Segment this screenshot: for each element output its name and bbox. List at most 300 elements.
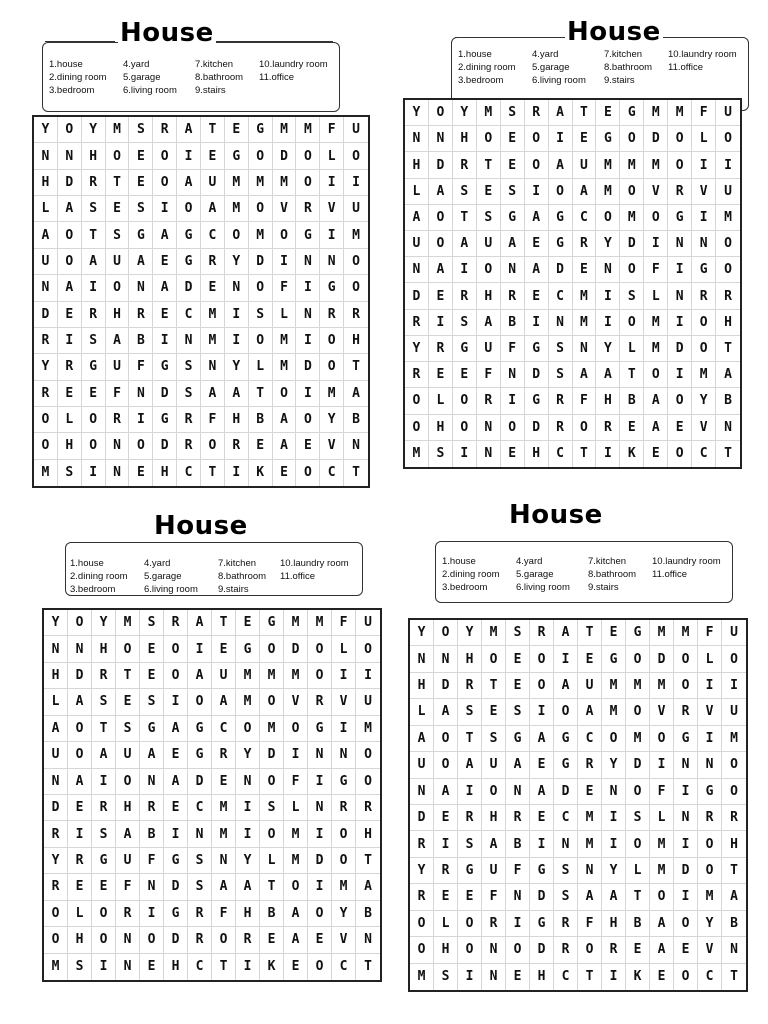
grid-cell[interactable]: H (116, 795, 140, 821)
grid-cell[interactable]: D (410, 805, 434, 831)
grid-cell[interactable]: E (573, 126, 597, 152)
grid-cell[interactable]: S (92, 821, 116, 847)
grid-cell[interactable]: T (477, 152, 501, 178)
grid-cell[interactable]: O (410, 911, 434, 937)
grid-cell[interactable]: D (525, 415, 549, 441)
grid-cell[interactable]: L (320, 143, 344, 169)
grid-cell[interactable]: I (225, 460, 249, 486)
grid-cell[interactable]: S (506, 699, 530, 725)
grid-cell[interactable]: A (58, 196, 82, 222)
grid-cell[interactable]: G (140, 716, 164, 742)
grid-cell[interactable]: Y (602, 858, 626, 884)
grid-cell[interactable]: G (177, 222, 201, 248)
grid-cell[interactable]: U (201, 170, 225, 196)
grid-cell[interactable]: A (506, 752, 530, 778)
grid-cell[interactable]: F (644, 257, 668, 283)
grid-cell[interactable]: C (320, 460, 344, 486)
grid-cell[interactable]: T (620, 362, 644, 388)
grid-cell[interactable]: G (530, 911, 554, 937)
grid-cell[interactable]: E (129, 460, 153, 486)
grid-cell[interactable]: S (129, 117, 153, 143)
grid-cell[interactable]: C (573, 205, 597, 231)
grid-cell[interactable]: G (668, 205, 692, 231)
grid-cell[interactable]: R (212, 742, 236, 768)
grid-cell[interactable]: I (308, 874, 332, 900)
grid-cell[interactable]: R (458, 673, 482, 699)
grid-cell[interactable]: T (352, 465, 360, 481)
grid-cell[interactable]: H (153, 460, 177, 486)
grid-cell[interactable]: O (674, 911, 698, 937)
grid-cell[interactable]: F (506, 858, 530, 884)
grid-cell[interactable]: E (129, 143, 153, 169)
grid-cell[interactable]: A (68, 689, 92, 715)
grid-cell[interactable]: I (82, 275, 106, 301)
grid-cell[interactable]: M (201, 328, 225, 354)
grid-cell[interactable]: H (525, 441, 549, 467)
grid-cell[interactable]: N (58, 143, 82, 169)
grid-cell[interactable]: T (458, 726, 482, 752)
grid-cell[interactable]: N (410, 646, 434, 672)
grid-cell[interactable]: M (602, 673, 626, 699)
grid-cell[interactable]: O (308, 954, 332, 980)
grid-cell[interactable]: G (453, 336, 477, 362)
grid-cell[interactable]: L (434, 911, 458, 937)
grid-cell[interactable]: M (332, 874, 356, 900)
grid-cell[interactable]: U (722, 699, 746, 725)
grid-cell[interactable]: S (82, 196, 106, 222)
grid-cell[interactable]: O (82, 407, 106, 433)
grid-cell[interactable]: U (106, 354, 130, 380)
grid-cell[interactable]: E (68, 795, 92, 821)
grid-cell[interactable]: N (44, 769, 68, 795)
grid-cell[interactable]: F (273, 275, 297, 301)
grid-cell[interactable]: H (82, 143, 106, 169)
grid-cell[interactable]: L (284, 795, 308, 821)
grid-cell[interactable]: A (722, 884, 746, 910)
grid-cell[interactable]: M (249, 170, 273, 196)
grid-cell[interactable]: N (573, 336, 597, 362)
grid-cell[interactable]: A (429, 257, 453, 283)
grid-cell[interactable]: T (573, 441, 597, 467)
grid-cell[interactable]: I (164, 689, 188, 715)
grid-cell[interactable]: R (501, 283, 525, 309)
grid-cell[interactable]: B (344, 407, 368, 433)
grid-cell[interactable]: B (140, 821, 164, 847)
grid-cell[interactable]: Y (596, 231, 620, 257)
grid-cell[interactable]: A (273, 433, 297, 459)
grid-cell[interactable]: B (501, 310, 525, 336)
grid-cell[interactable]: O (458, 911, 482, 937)
grid-cell[interactable]: O (188, 689, 212, 715)
grid-cell[interactable]: G (177, 249, 201, 275)
grid-cell[interactable]: I (668, 362, 692, 388)
grid-cell[interactable]: R (356, 795, 380, 821)
grid-cell[interactable]: N (482, 937, 506, 963)
grid-cell[interactable]: R (153, 117, 177, 143)
grid-cell[interactable]: U (482, 858, 506, 884)
grid-cell[interactable]: I (698, 673, 722, 699)
grid-cell[interactable]: G (674, 726, 698, 752)
grid-cell[interactable]: O (716, 126, 740, 152)
grid-cell[interactable]: R (34, 328, 58, 354)
grid-cell[interactable]: I (308, 769, 332, 795)
grid-cell[interactable]: N (140, 874, 164, 900)
grid-cell[interactable]: A (650, 937, 674, 963)
grid-cell[interactable]: N (356, 927, 380, 953)
grid-cell[interactable]: M (650, 673, 674, 699)
grid-cell[interactable]: A (434, 779, 458, 805)
grid-cell[interactable]: R (308, 689, 332, 715)
grid-cell[interactable]: F (140, 848, 164, 874)
grid-cell[interactable]: M (626, 673, 650, 699)
grid-cell[interactable]: T (626, 884, 650, 910)
grid-cell[interactable]: O (284, 874, 308, 900)
grid-cell[interactable]: D (260, 742, 284, 768)
grid-cell[interactable]: S (620, 283, 644, 309)
grid-cell[interactable]: O (34, 433, 58, 459)
grid-cell[interactable]: L (410, 699, 434, 725)
grid-cell[interactable]: U (116, 742, 140, 768)
grid-cell[interactable]: T (716, 336, 740, 362)
grid-cell[interactable]: F (578, 911, 602, 937)
grid-cell[interactable]: T (482, 673, 506, 699)
grid-cell[interactable]: U (344, 117, 368, 143)
grid-cell[interactable]: O (650, 884, 674, 910)
grid-cell[interactable]: O (716, 231, 740, 257)
grid-cell[interactable]: E (116, 689, 140, 715)
grid-cell[interactable]: A (525, 205, 549, 231)
grid-cell[interactable]: E (236, 610, 260, 636)
grid-cell[interactable]: F (106, 381, 130, 407)
grid-cell[interactable]: N (296, 249, 320, 275)
grid-cell[interactable]: I (153, 196, 177, 222)
grid-cell[interactable]: M (692, 362, 716, 388)
grid-cell[interactable]: H (164, 954, 188, 980)
grid-cell[interactable]: H (458, 646, 482, 672)
grid-cell[interactable]: N (578, 858, 602, 884)
grid-cell[interactable]: R (596, 415, 620, 441)
grid-cell[interactable]: T (201, 460, 225, 486)
grid-cell[interactable]: U (116, 848, 140, 874)
grid-cell[interactable]: R (92, 795, 116, 821)
grid-cell[interactable]: N (405, 257, 429, 283)
grid-cell[interactable]: O (405, 415, 429, 441)
grid-cell[interactable]: O (44, 901, 68, 927)
grid-cell[interactable]: O (453, 415, 477, 441)
grid-cell[interactable]: O (602, 726, 626, 752)
grid-cell[interactable]: U (212, 663, 236, 689)
grid-cell[interactable]: O (320, 354, 344, 380)
grid-cell[interactable]: G (458, 858, 482, 884)
grid-cell[interactable]: E (674, 937, 698, 963)
grid-cell[interactable]: A (429, 179, 453, 205)
grid-cell[interactable]: I (153, 328, 177, 354)
grid-cell[interactable]: D (674, 858, 698, 884)
grid-cell[interactable]: S (188, 848, 212, 874)
grid-cell[interactable]: N (674, 752, 698, 778)
grid-cell[interactable]: O (482, 646, 506, 672)
grid-cell[interactable]: O (620, 179, 644, 205)
grid-cell[interactable]: T (722, 858, 746, 884)
grid-cell[interactable]: O (296, 143, 320, 169)
grid-cell[interactable]: A (405, 205, 429, 231)
grid-cell[interactable]: S (453, 179, 477, 205)
grid-cell[interactable]: V (650, 699, 674, 725)
grid-cell[interactable]: A (164, 716, 188, 742)
grid-cell[interactable]: H (716, 310, 740, 336)
grid-cell[interactable]: S (429, 441, 453, 467)
grid-cell[interactable]: M (722, 726, 746, 752)
grid-cell[interactable]: I (68, 821, 92, 847)
grid-cell[interactable]: S (82, 328, 106, 354)
grid-cell[interactable]: R (549, 388, 573, 414)
grid-cell[interactable]: L (698, 646, 722, 672)
grid-cell[interactable]: S (549, 336, 573, 362)
grid-cell[interactable]: I (82, 460, 106, 486)
grid-cell[interactable]: C (212, 716, 236, 742)
grid-cell[interactable]: O (296, 460, 320, 486)
grid-cell[interactable]: O (626, 699, 650, 725)
grid-cell[interactable]: B (722, 911, 746, 937)
grid-cell[interactable]: O (626, 831, 650, 857)
grid-cell[interactable]: N (106, 460, 130, 486)
grid-cell[interactable]: O (249, 196, 273, 222)
grid-cell[interactable]: V (692, 415, 716, 441)
grid-cell[interactable]: I (458, 964, 482, 990)
grid-cell[interactable]: I (453, 441, 477, 467)
grid-cell[interactable]: E (164, 742, 188, 768)
grid-cell[interactable]: T (356, 848, 380, 874)
grid-cell[interactable]: A (106, 328, 130, 354)
grid-cell[interactable]: S (453, 310, 477, 336)
grid-cell[interactable]: O (626, 646, 650, 672)
grid-cell[interactable]: S (68, 954, 92, 980)
grid-cell[interactable]: R (722, 805, 746, 831)
grid-cell[interactable]: C (698, 964, 722, 990)
grid-cell[interactable]: D (525, 362, 549, 388)
grid-cell[interactable]: E (453, 362, 477, 388)
grid-cell[interactable]: H (58, 433, 82, 459)
grid-cell[interactable]: S (554, 858, 578, 884)
grid-cell[interactable]: M (644, 152, 668, 178)
grid-cell[interactable]: H (92, 636, 116, 662)
grid-cell[interactable]: O (578, 937, 602, 963)
grid-cell[interactable]: I (602, 964, 626, 990)
grid-cell[interactable]: E (153, 302, 177, 328)
grid-cell[interactable]: B (626, 911, 650, 937)
grid-cell[interactable]: R (506, 805, 530, 831)
grid-cell[interactable]: O (620, 310, 644, 336)
grid-cell[interactable]: Y (405, 100, 429, 126)
grid-cell[interactable]: V (692, 179, 716, 205)
grid-cell[interactable]: A (716, 362, 740, 388)
grid-cell[interactable]: M (212, 821, 236, 847)
grid-cell[interactable]: D (284, 636, 308, 662)
grid-cell[interactable]: N (129, 381, 153, 407)
grid-cell[interactable]: G (620, 100, 644, 126)
grid-cell[interactable]: I (692, 152, 716, 178)
grid-cell[interactable]: L (34, 196, 58, 222)
grid-cell[interactable]: N (201, 354, 225, 380)
grid-cell[interactable]: O (356, 742, 380, 768)
grid-cell[interactable]: A (482, 831, 506, 857)
grid-cell[interactable]: N (692, 231, 716, 257)
grid-cell[interactable]: R (668, 179, 692, 205)
grid-cell[interactable]: H (596, 388, 620, 414)
grid-cell[interactable]: Y (44, 848, 68, 874)
grid-cell[interactable]: A (573, 362, 597, 388)
grid-cell[interactable]: O (273, 381, 297, 407)
grid-cell[interactable]: A (82, 249, 106, 275)
grid-cell[interactable]: D (549, 257, 573, 283)
grid-cell[interactable]: A (477, 310, 501, 336)
grid-cell[interactable]: M (344, 222, 368, 248)
grid-cell[interactable]: R (296, 196, 320, 222)
grid-cell[interactable]: M (116, 610, 140, 636)
grid-cell[interactable]: M (644, 336, 668, 362)
grid-cell[interactable]: K (620, 441, 644, 467)
grid-cell[interactable]: O (458, 937, 482, 963)
grid-cell[interactable]: G (296, 222, 320, 248)
grid-cell[interactable]: A (68, 769, 92, 795)
grid-cell[interactable]: U (722, 620, 746, 646)
grid-cell[interactable]: I (296, 275, 320, 301)
grid-cell[interactable]: H (434, 937, 458, 963)
grid-cell[interactable]: O (668, 126, 692, 152)
grid-cell[interactable]: E (201, 143, 225, 169)
grid-cell[interactable]: O (482, 779, 506, 805)
grid-cell[interactable]: O (344, 249, 368, 275)
grid-cell[interactable]: Y (34, 117, 58, 143)
grid-cell[interactable]: I (525, 179, 549, 205)
grid-cell[interactable]: R (453, 152, 477, 178)
grid-cell[interactable]: M (44, 954, 68, 980)
grid-cell[interactable]: E (106, 196, 130, 222)
grid-cell[interactable]: Y (225, 249, 249, 275)
grid-cell[interactable]: U (44, 742, 68, 768)
grid-cell[interactable]: S (554, 884, 578, 910)
grid-cell[interactable]: O (92, 927, 116, 953)
grid-cell[interactable]: E (92, 874, 116, 900)
grid-cell[interactable]: O (429, 231, 453, 257)
grid-cell[interactable]: O (58, 222, 82, 248)
grid-cell[interactable]: G (692, 257, 716, 283)
grid-cell[interactable]: L (692, 126, 716, 152)
grid-cell[interactable]: G (236, 636, 260, 662)
grid-cell[interactable]: R (320, 302, 344, 328)
grid-cell[interactable]: E (153, 249, 177, 275)
grid-cell[interactable]: M (716, 205, 740, 231)
grid-cell[interactable]: A (410, 726, 434, 752)
grid-cell[interactable]: L (332, 636, 356, 662)
grid-cell[interactable]: O (674, 964, 698, 990)
grid-cell[interactable]: O (308, 636, 332, 662)
grid-cell[interactable]: E (212, 636, 236, 662)
grid-cell[interactable]: E (530, 752, 554, 778)
grid-cell[interactable]: D (164, 927, 188, 953)
grid-cell[interactable]: T (578, 620, 602, 646)
grid-cell[interactable]: M (650, 831, 674, 857)
grid-cell[interactable]: I (320, 222, 344, 248)
grid-cell[interactable]: H (410, 673, 434, 699)
grid-cell[interactable]: F (129, 354, 153, 380)
grid-cell[interactable]: Y (453, 100, 477, 126)
grid-cell[interactable]: B (129, 328, 153, 354)
grid-cell[interactable]: O (68, 610, 92, 636)
grid-cell[interactable]: R (453, 283, 477, 309)
grid-cell[interactable]: D (153, 381, 177, 407)
grid-cell[interactable]: T (249, 381, 273, 407)
grid-cell[interactable]: N (698, 752, 722, 778)
grid-cell[interactable]: A (573, 179, 597, 205)
grid-cell[interactable]: U (716, 100, 740, 126)
grid-cell[interactable]: D (530, 937, 554, 963)
grid-cell[interactable]: E (429, 283, 453, 309)
grid-cell[interactable]: O (249, 143, 273, 169)
grid-cell[interactable]: I (177, 143, 201, 169)
grid-cell[interactable]: R (82, 170, 106, 196)
grid-cell[interactable]: F (692, 100, 716, 126)
grid-cell[interactable]: O (596, 205, 620, 231)
grid-cell[interactable]: S (549, 362, 573, 388)
grid-cell[interactable]: A (129, 249, 153, 275)
grid-cell[interactable]: G (626, 620, 650, 646)
grid-cell[interactable]: E (506, 673, 530, 699)
grid-cell[interactable]: M (596, 179, 620, 205)
grid-cell[interactable]: V (332, 689, 356, 715)
grid-cell[interactable]: I (332, 663, 356, 689)
grid-cell[interactable]: T (573, 100, 597, 126)
grid-cell[interactable]: G (308, 716, 332, 742)
grid-cell[interactable]: D (68, 663, 92, 689)
grid-cell[interactable]: U (405, 231, 429, 257)
grid-cell[interactable]: H (236, 901, 260, 927)
grid-cell[interactable]: U (716, 179, 740, 205)
grid-cell[interactable]: C (177, 302, 201, 328)
grid-cell[interactable]: I (549, 126, 573, 152)
grid-cell[interactable]: L (249, 354, 273, 380)
grid-cell[interactable]: E (482, 699, 506, 725)
grid-cell[interactable]: E (225, 117, 249, 143)
grid-cell[interactable]: M (273, 328, 297, 354)
grid-cell[interactable]: O (260, 689, 284, 715)
grid-cell[interactable]: E (140, 636, 164, 662)
grid-cell[interactable]: A (554, 673, 578, 699)
grid-cell[interactable]: O (722, 752, 746, 778)
grid-cell[interactable]: S (501, 100, 525, 126)
grid-cell[interactable]: Y (236, 848, 260, 874)
grid-cell[interactable]: O (106, 275, 130, 301)
grid-cell[interactable]: N (116, 927, 140, 953)
grid-cell[interactable]: S (506, 620, 530, 646)
grid-cell[interactable]: N (668, 283, 692, 309)
grid-cell[interactable]: A (458, 752, 482, 778)
grid-cell[interactable]: H (68, 927, 92, 953)
grid-cell[interactable]: E (626, 937, 650, 963)
grid-cell[interactable]: O (668, 388, 692, 414)
grid-cell[interactable]: C (554, 805, 578, 831)
grid-cell[interactable]: A (34, 222, 58, 248)
grid-cell[interactable]: O (68, 716, 92, 742)
grid-cell[interactable]: M (225, 170, 249, 196)
grid-cell[interactable]: Y (405, 336, 429, 362)
grid-cell[interactable]: O (58, 249, 82, 275)
grid-cell[interactable]: H (34, 170, 58, 196)
grid-cell[interactable]: T (106, 170, 130, 196)
grid-cell[interactable]: R (140, 795, 164, 821)
grid-cell[interactable]: V (644, 179, 668, 205)
grid-cell[interactable]: M (308, 610, 332, 636)
